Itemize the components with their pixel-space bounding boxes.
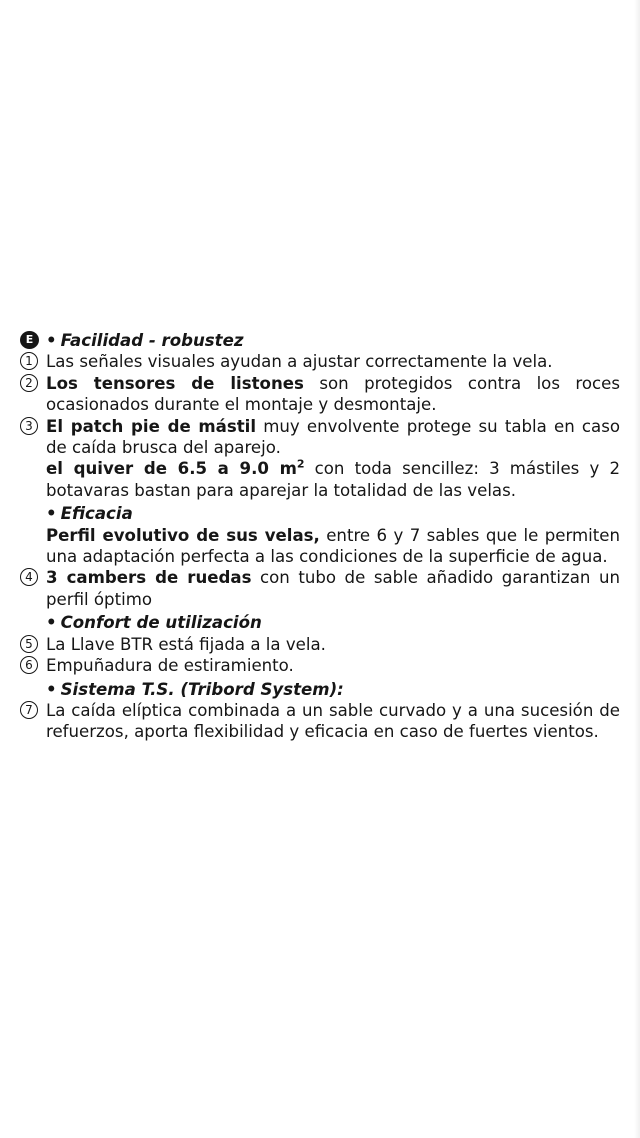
item-text: con tubo de sable añadido garantizan un perfil óptimo — [46, 568, 620, 609]
item-text: son protegidos contra los roces ocasionados durante el montaje y desmontaje. — [46, 373, 620, 415]
item-text: muy envolvente protege su tabla en caso de caída brusca del aparejo. — [46, 416, 620, 458]
list-item-7 — [20, 700, 620, 743]
list-item-4 — [20, 567, 620, 610]
item-number: 1 — [20, 352, 38, 370]
item-number: 7 — [20, 701, 38, 719]
bullet-icon: • — [46, 504, 57, 524]
bullet-icon: • — [46, 613, 57, 633]
item-bold-text: 3 cambers de ruedas — [46, 568, 252, 588]
list-item-1 — [20, 351, 620, 372]
item-text: con toda sencillez: 3 mástiles y 2 botavaras bastan para aparejar la totalidad de las velas. — [46, 459, 620, 500]
section-heading-confort — [20, 612, 620, 633]
item-bold-text: el quiver de 6.5 a 9.0 m — [46, 459, 297, 479]
list-item-5 — [20, 634, 620, 655]
list-item-3 — [20, 416, 620, 459]
item-number: 6 — [20, 656, 38, 674]
list-item-2 — [20, 373, 620, 416]
item-text: entre 6 y 7 sables que le permiten una adaptación perfecta a las condiciones de la superficie de agua. — [46, 525, 620, 567]
page-edge-shadow — [634, 0, 640, 1138]
section-title: Sistema T.S. (Tribord System): — [60, 679, 344, 699]
item-bold-text: Perfil evolutivo de sus velas, — [46, 525, 320, 545]
instruction-text-block — [20, 330, 620, 743]
superscript: 2 — [296, 457, 305, 471]
section-heading-eficacia — [20, 503, 620, 524]
item-text: La Llave BTR está fijada a la vela. — [46, 634, 326, 654]
bullet-icon: • — [46, 331, 57, 350]
item-bold-text: El patch pie de mástil — [46, 416, 257, 436]
section-heading-sistema — [20, 679, 620, 700]
item-bold-text: Los tensores de listones — [46, 373, 304, 393]
item-number: 2 — [20, 374, 38, 392]
list-item-6 — [20, 655, 620, 676]
paragraph-quiver — [20, 458, 620, 501]
bullet-icon: • — [46, 679, 57, 699]
item-text: Empuñadura de estiramiento. — [46, 656, 294, 676]
item-number: 5 — [20, 635, 38, 653]
paragraph-perfil — [20, 525, 620, 568]
section-title: Eficacia — [60, 504, 133, 524]
item-text: Las señales visuales ayudan a ajustar correctamente la vela. — [46, 352, 553, 372]
item-number: 3 — [20, 417, 38, 435]
language-badge: E — [20, 331, 39, 349]
section-title: Confort de utilización — [60, 613, 262, 633]
item-text: La caída elíptica combinada a un sable curvado y a una sucesión de refuerzos, aporta flexibilidad y eficacia en caso de fuertes vientos. — [46, 700, 620, 742]
section-heading-facilidad — [20, 330, 620, 351]
section-title: Facilidad - robustez — [60, 331, 244, 350]
item-number: 4 — [20, 568, 38, 586]
